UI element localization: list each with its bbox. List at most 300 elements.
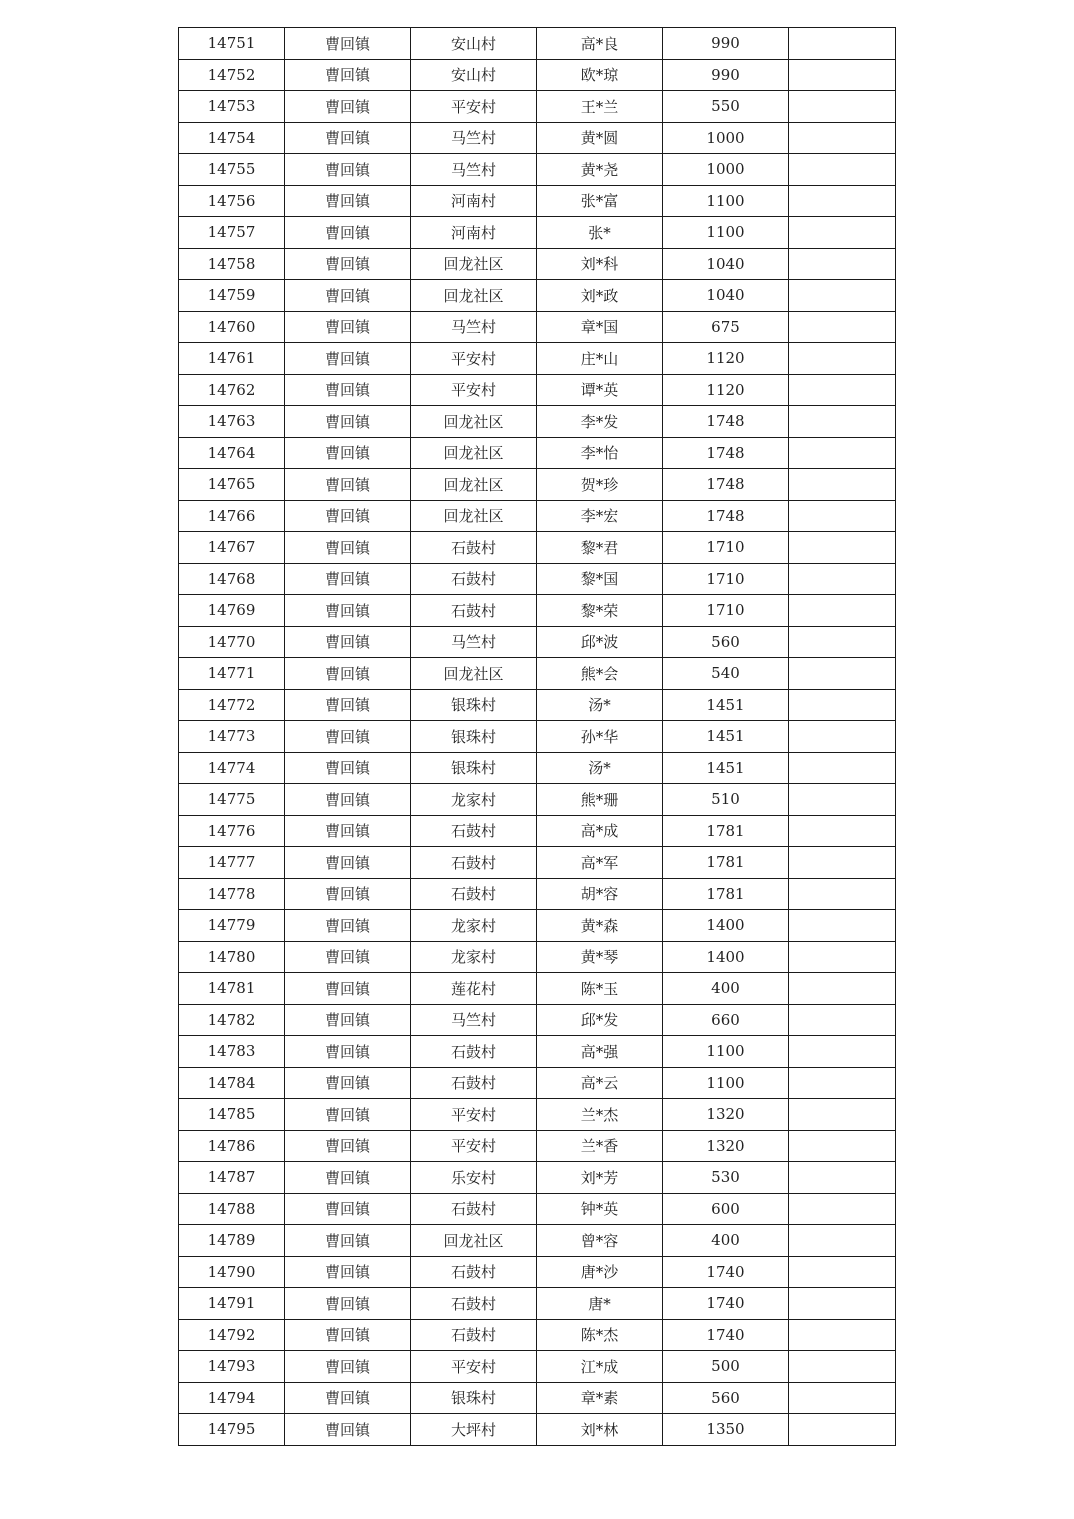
village-cell: 平安村 bbox=[411, 374, 537, 406]
town-cell: 曹回镇 bbox=[285, 1319, 411, 1351]
town-cell: 曹回镇 bbox=[285, 941, 411, 973]
table-row bbox=[179, 343, 896, 375]
amount-cell: 540 bbox=[663, 658, 789, 690]
village-cell: 大坪村 bbox=[411, 1414, 537, 1446]
table-row bbox=[179, 532, 896, 564]
amount-cell: 510 bbox=[663, 784, 789, 816]
serial-number-cell: 14774 bbox=[179, 752, 285, 784]
name-cell: 李*发 bbox=[537, 406, 663, 438]
village-cell: 安山村 bbox=[411, 59, 537, 91]
village-cell: 石鼓村 bbox=[411, 1193, 537, 1225]
table-row bbox=[179, 1225, 896, 1257]
name-cell: 高*强 bbox=[537, 1036, 663, 1068]
name-cell: 黎*君 bbox=[537, 532, 663, 564]
town-cell: 曹回镇 bbox=[285, 532, 411, 564]
amount-cell: 660 bbox=[663, 1004, 789, 1036]
table-row bbox=[179, 1193, 896, 1225]
remark-cell bbox=[789, 122, 896, 154]
name-cell: 熊*珊 bbox=[537, 784, 663, 816]
village-cell: 龙家村 bbox=[411, 910, 537, 942]
name-cell: 汤* bbox=[537, 752, 663, 784]
serial-number-cell: 14779 bbox=[179, 910, 285, 942]
table-row bbox=[179, 28, 896, 60]
remark-cell bbox=[789, 1319, 896, 1351]
name-cell: 章*国 bbox=[537, 311, 663, 343]
serial-number-cell: 14775 bbox=[179, 784, 285, 816]
serial-number-cell: 14751 bbox=[179, 28, 285, 60]
village-cell: 银珠村 bbox=[411, 752, 537, 784]
table-row bbox=[179, 941, 896, 973]
amount-cell: 560 bbox=[663, 1382, 789, 1414]
table-row bbox=[179, 1130, 896, 1162]
serial-number-cell: 14768 bbox=[179, 563, 285, 595]
amount-cell: 1748 bbox=[663, 469, 789, 501]
town-cell: 曹回镇 bbox=[285, 721, 411, 753]
table-row bbox=[179, 847, 896, 879]
serial-number-cell: 14793 bbox=[179, 1351, 285, 1383]
name-cell: 贺*珍 bbox=[537, 469, 663, 501]
serial-number-cell: 14784 bbox=[179, 1067, 285, 1099]
village-cell: 河南村 bbox=[411, 217, 537, 249]
table-row bbox=[179, 437, 896, 469]
serial-number-cell: 14790 bbox=[179, 1256, 285, 1288]
serial-number-cell: 14777 bbox=[179, 847, 285, 879]
name-cell: 陈*玉 bbox=[537, 973, 663, 1005]
name-cell: 唐* bbox=[537, 1288, 663, 1320]
amount-cell: 1120 bbox=[663, 343, 789, 375]
village-cell: 乐安村 bbox=[411, 1162, 537, 1194]
serial-number-cell: 14771 bbox=[179, 658, 285, 690]
remark-cell bbox=[789, 563, 896, 595]
village-cell: 回龙社区 bbox=[411, 658, 537, 690]
name-cell: 王*兰 bbox=[537, 91, 663, 123]
town-cell: 曹回镇 bbox=[285, 28, 411, 60]
name-cell: 江*成 bbox=[537, 1351, 663, 1383]
remark-cell bbox=[789, 532, 896, 564]
remark-cell bbox=[789, 1382, 896, 1414]
remark-cell bbox=[789, 343, 896, 375]
town-cell: 曹回镇 bbox=[285, 154, 411, 186]
village-cell: 马竺村 bbox=[411, 311, 537, 343]
village-cell: 石鼓村 bbox=[411, 1319, 537, 1351]
name-cell: 黄*森 bbox=[537, 910, 663, 942]
remark-cell bbox=[789, 437, 896, 469]
village-cell: 银珠村 bbox=[411, 689, 537, 721]
town-cell: 曹回镇 bbox=[285, 122, 411, 154]
table-row bbox=[179, 595, 896, 627]
serial-number-cell: 14788 bbox=[179, 1193, 285, 1225]
amount-cell: 1000 bbox=[663, 154, 789, 186]
table-row bbox=[179, 1288, 896, 1320]
town-cell: 曹回镇 bbox=[285, 1288, 411, 1320]
amount-cell: 1400 bbox=[663, 941, 789, 973]
remark-cell bbox=[789, 595, 896, 627]
roster-table bbox=[178, 27, 896, 1446]
town-cell: 曹回镇 bbox=[285, 910, 411, 942]
name-cell: 欧*琼 bbox=[537, 59, 663, 91]
town-cell: 曹回镇 bbox=[285, 1256, 411, 1288]
serial-number-cell: 14773 bbox=[179, 721, 285, 753]
amount-cell: 500 bbox=[663, 1351, 789, 1383]
serial-number-cell: 14759 bbox=[179, 280, 285, 312]
amount-cell: 400 bbox=[663, 1225, 789, 1257]
town-cell: 曹回镇 bbox=[285, 91, 411, 123]
village-cell: 回龙社区 bbox=[411, 437, 537, 469]
serial-number-cell: 14764 bbox=[179, 437, 285, 469]
name-cell: 胡*容 bbox=[537, 878, 663, 910]
serial-number-cell: 14772 bbox=[179, 689, 285, 721]
remark-cell bbox=[789, 815, 896, 847]
name-cell: 刘*政 bbox=[537, 280, 663, 312]
serial-number-cell: 14758 bbox=[179, 248, 285, 280]
name-cell: 黄*圆 bbox=[537, 122, 663, 154]
table-row bbox=[179, 815, 896, 847]
amount-cell: 1100 bbox=[663, 217, 789, 249]
table-row bbox=[179, 311, 896, 343]
table-row bbox=[179, 1414, 896, 1446]
village-cell: 石鼓村 bbox=[411, 595, 537, 627]
table-row bbox=[179, 752, 896, 784]
table-row bbox=[179, 280, 896, 312]
name-cell: 邱*波 bbox=[537, 626, 663, 658]
serial-number-cell: 14782 bbox=[179, 1004, 285, 1036]
table-row bbox=[179, 154, 896, 186]
amount-cell: 990 bbox=[663, 59, 789, 91]
name-cell: 孙*华 bbox=[537, 721, 663, 753]
serial-number-cell: 14766 bbox=[179, 500, 285, 532]
village-cell: 石鼓村 bbox=[411, 563, 537, 595]
village-cell: 龙家村 bbox=[411, 941, 537, 973]
name-cell: 陈*杰 bbox=[537, 1319, 663, 1351]
village-cell: 石鼓村 bbox=[411, 815, 537, 847]
town-cell: 曹回镇 bbox=[285, 1036, 411, 1068]
amount-cell: 990 bbox=[663, 28, 789, 60]
serial-number-cell: 14791 bbox=[179, 1288, 285, 1320]
town-cell: 曹回镇 bbox=[285, 1130, 411, 1162]
serial-number-cell: 14761 bbox=[179, 343, 285, 375]
village-cell: 安山村 bbox=[411, 28, 537, 60]
village-cell: 回龙社区 bbox=[411, 280, 537, 312]
amount-cell: 1320 bbox=[663, 1099, 789, 1131]
town-cell: 曹回镇 bbox=[285, 847, 411, 879]
remark-cell bbox=[789, 626, 896, 658]
table-row bbox=[179, 1004, 896, 1036]
serial-number-cell: 14778 bbox=[179, 878, 285, 910]
amount-cell: 1781 bbox=[663, 847, 789, 879]
remark-cell bbox=[789, 973, 896, 1005]
village-cell: 石鼓村 bbox=[411, 878, 537, 910]
name-cell: 邱*发 bbox=[537, 1004, 663, 1036]
table-row bbox=[179, 563, 896, 595]
remark-cell bbox=[789, 1036, 896, 1068]
table-row bbox=[179, 1256, 896, 1288]
serial-number-cell: 14787 bbox=[179, 1162, 285, 1194]
town-cell: 曹回镇 bbox=[285, 406, 411, 438]
serial-number-cell: 14767 bbox=[179, 532, 285, 564]
table-row bbox=[179, 59, 896, 91]
town-cell: 曹回镇 bbox=[285, 1004, 411, 1036]
table-row bbox=[179, 500, 896, 532]
table-row bbox=[179, 1099, 896, 1131]
amount-cell: 1781 bbox=[663, 815, 789, 847]
remark-cell bbox=[789, 406, 896, 438]
table-row bbox=[179, 374, 896, 406]
amount-cell: 560 bbox=[663, 626, 789, 658]
remark-cell bbox=[789, 689, 896, 721]
village-cell: 马竺村 bbox=[411, 154, 537, 186]
village-cell: 马竺村 bbox=[411, 122, 537, 154]
remark-cell bbox=[789, 1288, 896, 1320]
amount-cell: 1451 bbox=[663, 752, 789, 784]
remark-cell bbox=[789, 721, 896, 753]
town-cell: 曹回镇 bbox=[285, 1067, 411, 1099]
serial-number-cell: 14752 bbox=[179, 59, 285, 91]
amount-cell: 1100 bbox=[663, 1067, 789, 1099]
remark-cell bbox=[789, 1225, 896, 1257]
town-cell: 曹回镇 bbox=[285, 185, 411, 217]
town-cell: 曹回镇 bbox=[285, 595, 411, 627]
town-cell: 曹回镇 bbox=[285, 1351, 411, 1383]
amount-cell: 550 bbox=[663, 91, 789, 123]
name-cell: 张* bbox=[537, 217, 663, 249]
serial-number-cell: 14789 bbox=[179, 1225, 285, 1257]
village-cell: 石鼓村 bbox=[411, 532, 537, 564]
serial-number-cell: 14786 bbox=[179, 1130, 285, 1162]
table-row bbox=[179, 469, 896, 501]
remark-cell bbox=[789, 658, 896, 690]
village-cell: 回龙社区 bbox=[411, 1225, 537, 1257]
serial-number-cell: 14785 bbox=[179, 1099, 285, 1131]
amount-cell: 1740 bbox=[663, 1319, 789, 1351]
serial-number-cell: 14780 bbox=[179, 941, 285, 973]
table-row bbox=[179, 1319, 896, 1351]
amount-cell: 1748 bbox=[663, 437, 789, 469]
table-row bbox=[179, 122, 896, 154]
village-cell: 石鼓村 bbox=[411, 1288, 537, 1320]
amount-cell: 1000 bbox=[663, 122, 789, 154]
remark-cell bbox=[789, 59, 896, 91]
town-cell: 曹回镇 bbox=[285, 374, 411, 406]
name-cell: 庄*山 bbox=[537, 343, 663, 375]
name-cell: 高*良 bbox=[537, 28, 663, 60]
remark-cell bbox=[789, 311, 896, 343]
village-cell: 回龙社区 bbox=[411, 500, 537, 532]
village-cell: 回龙社区 bbox=[411, 406, 537, 438]
name-cell: 高*成 bbox=[537, 815, 663, 847]
table-row bbox=[179, 1382, 896, 1414]
amount-cell: 1781 bbox=[663, 878, 789, 910]
serial-number-cell: 14765 bbox=[179, 469, 285, 501]
remark-cell bbox=[789, 878, 896, 910]
table-row bbox=[179, 910, 896, 942]
remark-cell bbox=[789, 28, 896, 60]
village-cell: 龙家村 bbox=[411, 784, 537, 816]
serial-number-cell: 14754 bbox=[179, 122, 285, 154]
town-cell: 曹回镇 bbox=[285, 343, 411, 375]
serial-number-cell: 14783 bbox=[179, 1036, 285, 1068]
table-row bbox=[179, 784, 896, 816]
town-cell: 曹回镇 bbox=[285, 626, 411, 658]
name-cell: 谭*英 bbox=[537, 374, 663, 406]
amount-cell: 1748 bbox=[663, 500, 789, 532]
name-cell: 刘*林 bbox=[537, 1414, 663, 1446]
remark-cell bbox=[789, 1193, 896, 1225]
name-cell: 张*富 bbox=[537, 185, 663, 217]
name-cell: 刘*科 bbox=[537, 248, 663, 280]
town-cell: 曹回镇 bbox=[285, 248, 411, 280]
town-cell: 曹回镇 bbox=[285, 500, 411, 532]
amount-cell: 1740 bbox=[663, 1256, 789, 1288]
village-cell: 马竺村 bbox=[411, 626, 537, 658]
town-cell: 曹回镇 bbox=[285, 217, 411, 249]
village-cell: 石鼓村 bbox=[411, 1067, 537, 1099]
town-cell: 曹回镇 bbox=[285, 784, 411, 816]
town-cell: 曹回镇 bbox=[285, 658, 411, 690]
village-cell: 银珠村 bbox=[411, 1382, 537, 1414]
serial-number-cell: 14755 bbox=[179, 154, 285, 186]
remark-cell bbox=[789, 1162, 896, 1194]
remark-cell bbox=[789, 1351, 896, 1383]
remark-cell bbox=[789, 91, 896, 123]
town-cell: 曹回镇 bbox=[285, 973, 411, 1005]
name-cell: 曾*容 bbox=[537, 1225, 663, 1257]
village-cell: 石鼓村 bbox=[411, 1036, 537, 1068]
name-cell: 高*军 bbox=[537, 847, 663, 879]
town-cell: 曹回镇 bbox=[285, 437, 411, 469]
remark-cell bbox=[789, 752, 896, 784]
serial-number-cell: 14776 bbox=[179, 815, 285, 847]
village-cell: 平安村 bbox=[411, 343, 537, 375]
serial-number-cell: 14763 bbox=[179, 406, 285, 438]
village-cell: 回龙社区 bbox=[411, 248, 537, 280]
amount-cell: 1710 bbox=[663, 595, 789, 627]
amount-cell: 1040 bbox=[663, 280, 789, 312]
remark-cell bbox=[789, 500, 896, 532]
name-cell: 李*怡 bbox=[537, 437, 663, 469]
serial-number-cell: 14781 bbox=[179, 973, 285, 1005]
serial-number-cell: 14757 bbox=[179, 217, 285, 249]
name-cell: 高*云 bbox=[537, 1067, 663, 1099]
table-row bbox=[179, 1067, 896, 1099]
amount-cell: 1451 bbox=[663, 721, 789, 753]
roster-table-body bbox=[179, 28, 896, 1446]
village-cell: 平安村 bbox=[411, 1099, 537, 1131]
table-row bbox=[179, 248, 896, 280]
remark-cell bbox=[789, 847, 896, 879]
amount-cell: 1710 bbox=[663, 532, 789, 564]
town-cell: 曹回镇 bbox=[285, 563, 411, 595]
table-row bbox=[179, 689, 896, 721]
town-cell: 曹回镇 bbox=[285, 1414, 411, 1446]
amount-cell: 600 bbox=[663, 1193, 789, 1225]
town-cell: 曹回镇 bbox=[285, 1162, 411, 1194]
village-cell: 马竺村 bbox=[411, 1004, 537, 1036]
remark-cell bbox=[789, 248, 896, 280]
amount-cell: 675 bbox=[663, 311, 789, 343]
amount-cell: 1710 bbox=[663, 563, 789, 595]
name-cell: 章*素 bbox=[537, 1382, 663, 1414]
remark-cell bbox=[789, 910, 896, 942]
town-cell: 曹回镇 bbox=[285, 1099, 411, 1131]
village-cell: 银珠村 bbox=[411, 721, 537, 753]
remark-cell bbox=[789, 217, 896, 249]
amount-cell: 1740 bbox=[663, 1288, 789, 1320]
village-cell: 河南村 bbox=[411, 185, 537, 217]
table-row bbox=[179, 91, 896, 123]
village-cell: 石鼓村 bbox=[411, 1256, 537, 1288]
name-cell: 黎*国 bbox=[537, 563, 663, 595]
remark-cell bbox=[789, 469, 896, 501]
table-row bbox=[179, 217, 896, 249]
village-cell: 石鼓村 bbox=[411, 847, 537, 879]
remark-cell bbox=[789, 1256, 896, 1288]
remark-cell bbox=[789, 1099, 896, 1131]
amount-cell: 1320 bbox=[663, 1130, 789, 1162]
amount-cell: 530 bbox=[663, 1162, 789, 1194]
table-row bbox=[179, 1162, 896, 1194]
amount-cell: 1100 bbox=[663, 1036, 789, 1068]
table-row bbox=[179, 1036, 896, 1068]
name-cell: 汤* bbox=[537, 689, 663, 721]
amount-cell: 1100 bbox=[663, 185, 789, 217]
town-cell: 曹回镇 bbox=[285, 689, 411, 721]
remark-cell bbox=[789, 154, 896, 186]
name-cell: 黄*尧 bbox=[537, 154, 663, 186]
amount-cell: 1748 bbox=[663, 406, 789, 438]
table-row bbox=[179, 185, 896, 217]
town-cell: 曹回镇 bbox=[285, 1382, 411, 1414]
table-row bbox=[179, 878, 896, 910]
name-cell: 兰*香 bbox=[537, 1130, 663, 1162]
name-cell: 钟*英 bbox=[537, 1193, 663, 1225]
serial-number-cell: 14762 bbox=[179, 374, 285, 406]
remark-cell bbox=[789, 1414, 896, 1446]
table-row bbox=[179, 658, 896, 690]
table-row bbox=[179, 406, 896, 438]
amount-cell: 1400 bbox=[663, 910, 789, 942]
name-cell: 熊*会 bbox=[537, 658, 663, 690]
serial-number-cell: 14795 bbox=[179, 1414, 285, 1446]
town-cell: 曹回镇 bbox=[285, 752, 411, 784]
serial-number-cell: 14753 bbox=[179, 91, 285, 123]
town-cell: 曹回镇 bbox=[285, 311, 411, 343]
remark-cell bbox=[789, 1067, 896, 1099]
town-cell: 曹回镇 bbox=[285, 1225, 411, 1257]
name-cell: 李*宏 bbox=[537, 500, 663, 532]
town-cell: 曹回镇 bbox=[285, 280, 411, 312]
name-cell: 黄*琴 bbox=[537, 941, 663, 973]
remark-cell bbox=[789, 185, 896, 217]
name-cell: 唐*沙 bbox=[537, 1256, 663, 1288]
name-cell: 兰*杰 bbox=[537, 1099, 663, 1131]
remark-cell bbox=[789, 1004, 896, 1036]
table-row bbox=[179, 626, 896, 658]
village-cell: 平安村 bbox=[411, 91, 537, 123]
town-cell: 曹回镇 bbox=[285, 469, 411, 501]
amount-cell: 400 bbox=[663, 973, 789, 1005]
table-row bbox=[179, 973, 896, 1005]
village-cell: 平安村 bbox=[411, 1351, 537, 1383]
village-cell: 平安村 bbox=[411, 1130, 537, 1162]
amount-cell: 1350 bbox=[663, 1414, 789, 1446]
name-cell: 黎*荣 bbox=[537, 595, 663, 627]
remark-cell bbox=[789, 941, 896, 973]
remark-cell bbox=[789, 374, 896, 406]
amount-cell: 1120 bbox=[663, 374, 789, 406]
town-cell: 曹回镇 bbox=[285, 1193, 411, 1225]
village-cell: 莲花村 bbox=[411, 973, 537, 1005]
town-cell: 曹回镇 bbox=[285, 878, 411, 910]
